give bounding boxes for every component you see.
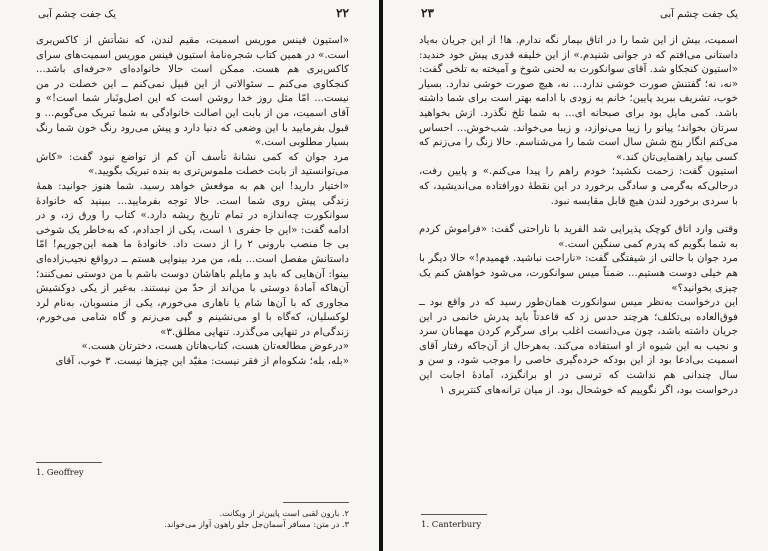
paragraph: مرد جوان که کمی نشانهٔ تأسف آن کم از تواضع نبود گفت: «کاش می‌توانستید از بابت خصلت ملموس‌تری به بنده تبریک بگویید.» [36, 151, 349, 178]
footnote-rule [36, 462, 102, 463]
right-page-header [421, 8, 738, 24]
right-page [383, 0, 768, 551]
left-page [0, 0, 379, 551]
footnote: ۳. در متن: مسافر آسمان‌جل جلو راهون آواز می‌خواند. [164, 519, 349, 529]
footnote-rule [283, 502, 349, 503]
footnote-latin: 1. Geoffrey [36, 468, 84, 478]
paragraph: وقتی وارد اتاق کوچک پذیرایی شد الفرید با ناراحتی گفت: «فراموش کردم به شما بگویم که پدرم کمی سنگین است.» [419, 224, 738, 250]
paragraph: «اختیار دارید! این هم به موقعش خواهد رسید. شما هنوز جوانید: همهٔ زندگی پیش روی شما است. حالا توجه بفرمایید... ببینید که خانوادهٔ سوانکورت چه‌اندازه در تمام تاریخ ریشه دارد.» کتاب را ورق زد، و در ادامه گفت: «این جا جفری ۱ است، یکی از اجدادم، که به‌خاطر یک شوخی بی جا منصب بارونی ۲ را از دست داد. خانوادهٔ ما همه این‌جوریم! امّا داستانش مفصل است... بله، من مرد بینوایی هستم ــ درواقع نجیب‌زاده‌ای بینوا: آن‌هایی که باید و مایلم باهاشان دوست باشم با من دوستی نمی‌کنند؛ آن‌هاکه آمادهٔ دوستی با من‌اند از حدّ من نیستند. به‌غیر از یکی دوکشیش مجاوری که با آن‌ها شام یا ناهاری می‌خورم، یکی از منسوبان، به‌نام لرد لوکسلیان، که‌گاه با او می‌نشینم و گپی می‌زنم و گاه شامی می‌خورم، زندگی‌ام در تنهایی می‌گذرد. تنهایی مطلق.۳» [36, 180, 349, 338]
footnote: ۲. بارون لقبی است پایین‌تر از ویکانت. [219, 508, 349, 518]
paragraph: «بله، بله؛ شکوه‌ام از فقر نیست: مفیّد این چیزها نیست. ۳ خوب، آقای [55, 356, 349, 368]
paragraph: مرد جوان با حالتی از شیفتگی گفت: «ناراحت نباشید. فهمیدم!» حالا دیگر با هم خیلی دوست هستیم... ضمناً میس سوانکورت، می‌شود خواهش کنم یک چیزی بخوانید؟» [419, 253, 738, 294]
page-number: ۲۳ [421, 6, 434, 20]
footnote-latin: 1. Canterbury [421, 520, 482, 530]
running-title: یک جفت چشم آبی [38, 9, 116, 20]
running-title: یک جفت چشم آبی [660, 9, 738, 20]
footnotes [49, 508, 349, 530]
paragraph: «استیون فینس موریس اسمیت، مقیم لندن، که نشأتش از کاکس‌بری است.» در همین کتاب شجره‌نامهٔ استیون فینس موریس اسمیت‌های سرای کاکس‌بری هم هست. ممکن است حالا خانواده‌ای «حرفه‌ای باشد... کنجکاوی می‌کنم ــ سئوالاتی از این قبیل نمی‌کنم ــ این خصلت در من نیست... امّا مثل روز خدا روشن است که این اصل‌ونَبار شما است!» و آقای اسمیت، من از بابت این اصالت خانوادگی به شما تبریک می‌گویم... و قبول بفرمایید با این وضعی که دنیا دارد و پیش می‌رود رنگ خون شما رنگ بسیار مطلوبی است.» [36, 35, 349, 149]
paragraph: «درعوض مطالعه‌تان هست، کتاب‌هاتان هست، دخترتان هست.» [81, 341, 349, 353]
footnote-rule [421, 514, 487, 515]
paragraph: استیون گفت: زحمت نکشید؛ خودم راهم را پیدا می‌کنم.» و پایین رفت، درحالی‌که به‌گرمی و سادگی برخورد در این نقطهٔ دورافتاده می‌اندیشید، که با سردی برخورد لندن هیچ قابل مقایسه نبود. [419, 166, 738, 207]
paragraph: این درخواست به‌نظر میس سوانکورت همان‌طور رسید که در واقع بود ــ فوق‌العاده بی‌تکلف؛ هرچند حدس زد که قاعدتاً باید پدرش خانمی در این جریان داشته باشد، چون می‌دانست اغلب برای سرگرم کردن مهمانان سرد و نجیب به این شیوه از او استفاده می‌کند. به‌هرحال از آن‌جاکه رفتار آقای اسمیت بی‌ادعا بود از این بودکه خرده‌گیری خاصی را موجب شود، و سن و سال چندانی هم نداشت که ترسی در او برانگیزد، آمادهٔ اجابت این درخواست بود، اگر نگوییم که خوشحال بود. از میان ترانه‌های کنتربری ۱ [419, 297, 738, 396]
left-page-header [38, 8, 349, 24]
paragraph: اسمیت، بیش از این شما را در اتاق بیمار نگه ندارم. ها! از این جریان به‌یاد داستانی می‌افتم که در جوانی شنیدم.» از این خلیفه قدری پیش خود خندید: «استیون کنجکاو شد. آقای سوانکورت به لحنی شوخ و آمیخته به تلخی گفت: «نه، نه؛ گفتنش صورت خوشی ندارد... نه، هیچ صورت خوشی ندارد. بسیار خوب، تشریف ببرید پایین؛ خانم به زودی با ادامه بهتر است برای شما داشته باشد. کمی مایل بود برای صبحانه ای... به شما تلخ نگذرد. ازش بخواهید سرتان بخواند؛ پیانو را زیبا می‌نوازد، و زیبا می‌خواند. شب‌خوش... احساس می‌کنم انگار بنج شش سال است شما را می‌شناسم. حالا زنگ را می‌زنم که کسی بیاید راهنمایی‌تان کند.» [419, 35, 738, 163]
left-page-body [36, 34, 349, 370]
page-number: ۲۲ [336, 6, 349, 20]
right-page-body [419, 34, 738, 398]
